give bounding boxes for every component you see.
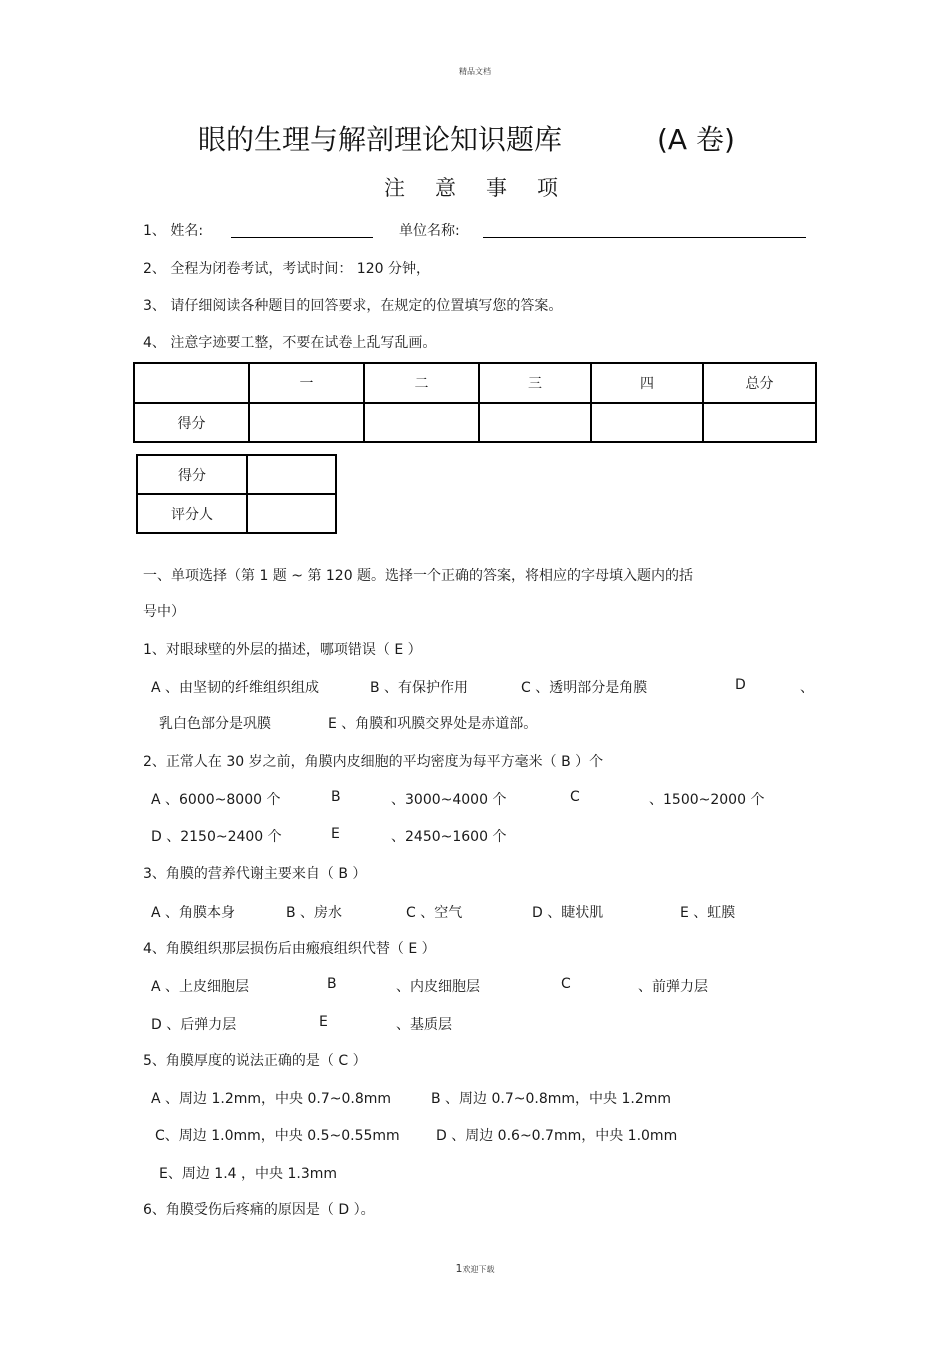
grader-name-cell[interactable] xyxy=(247,494,336,533)
unit-label: 单位名称: xyxy=(399,223,460,239)
question-2-option-b-text: 、3000~4000 个 xyxy=(391,792,507,808)
question-3-option-d: D 、睫状肌 xyxy=(532,905,604,921)
question-4-stem: 4、角膜组织那层损伤后由瘢痕组织代替（ E ） xyxy=(143,941,436,957)
footer-text: 欢迎下载 xyxy=(462,1265,495,1274)
notice-item-2: 2、 全程为闭卷考试，考试时间： 120 分钟， xyxy=(143,261,430,277)
score-header-cell: 一 xyxy=(249,363,364,403)
question-5-option-e: E、周边 1.4 ，中央 1.3mm xyxy=(159,1166,338,1182)
question-1-stem: 1、对眼球壁的外层的描述，哪项错误（ E ） xyxy=(143,642,422,658)
page-footer xyxy=(0,1262,950,1275)
score-cell[interactable] xyxy=(364,403,479,442)
score-cell[interactable] xyxy=(703,403,816,442)
question-4-option-d: D 、后弹力层 xyxy=(151,1017,237,1033)
grader-score-label: 得分 xyxy=(137,455,247,494)
notice-item-4: 4、 注意字迹要工整，不要在试卷上乱写乱画。 xyxy=(143,335,437,351)
score-cell[interactable] xyxy=(249,403,364,442)
question-3-option-e: E 、虹膜 xyxy=(680,905,736,921)
question-2-option-c-text: 、1500~2000 个 xyxy=(649,792,765,808)
score-cell[interactable] xyxy=(591,403,703,442)
question-3-stem: 3、角膜的营养代谢主要来自（ B ） xyxy=(143,866,367,882)
question-3-option-c: C 、空气 xyxy=(406,905,463,921)
question-2-stem: 2、正常人在 30 岁之前，角膜内皮细胞的平均密度为每平方毫米（ B ）个 xyxy=(143,754,604,770)
header-note: 精品文档 xyxy=(459,67,491,76)
question-1-option-d: D xyxy=(735,677,746,693)
notice-heading: 注意事项 xyxy=(384,176,588,200)
page-number: 1 xyxy=(455,1262,463,1275)
question-2-option-a: A 、6000~8000 个 xyxy=(151,792,281,808)
grader-table xyxy=(136,454,337,534)
question-5-option-c: C、周边 1.0mm，中央 0.5~0.55mm xyxy=(155,1128,400,1144)
question-4-option-a: A 、上皮细胞层 xyxy=(151,979,250,995)
notice-item-3: 3、 请仔细阅读各种题目的回答要求，在规定的位置填写您的答案。 xyxy=(143,298,563,314)
score-cell[interactable] xyxy=(479,403,591,442)
score-row-label: 得分 xyxy=(134,403,249,442)
question-6-stem: 6、角膜受伤后疼痛的原因是（ D ）。 xyxy=(143,1202,375,1218)
unit-blank[interactable] xyxy=(483,237,806,238)
question-2-option-d: D 、2150~2400 个 xyxy=(151,829,282,845)
question-4-option-b: B xyxy=(327,976,337,992)
question-1-option-a: A 、由坚韧的纤维组织组成 xyxy=(151,680,320,696)
question-2-option-b: B xyxy=(331,789,341,805)
question-2-option-c: C xyxy=(570,789,580,805)
section-intro-line1: 一、单项选择（第 1 题 ~ 第 120 题。选择一个正确的答案，将相应的字母填入题内的括 xyxy=(143,568,694,584)
question-1-option-c: C 、透明部分是角膜 xyxy=(521,680,648,696)
section-intro-line2: 号中） xyxy=(143,604,185,620)
question-5-option-d: D 、周边 0.6~0.7mm，中央 1.0mm xyxy=(436,1128,678,1144)
score-header-cell: 二 xyxy=(364,363,479,403)
question-1-option-e: E 、角膜和巩膜交界处是赤道部。 xyxy=(328,716,538,732)
question-4-option-c: C xyxy=(561,976,571,992)
grader-score-cell[interactable] xyxy=(247,455,336,494)
question-5-option-a: A 、周边 1.2mm，中央 0.7~0.8mm xyxy=(151,1091,392,1107)
question-3-option-b: B 、房水 xyxy=(286,905,343,921)
score-header-cell: 总分 xyxy=(703,363,816,403)
question-5-stem: 5、角膜厚度的说法正确的是（ C ） xyxy=(143,1053,367,1069)
question-2-option-e-text: 、2450~1600 个 xyxy=(391,829,507,845)
score-table xyxy=(133,362,817,443)
question-1-option-b: B 、有保护作用 xyxy=(370,680,469,696)
question-4-option-c-text: 、前弹力层 xyxy=(638,979,708,995)
question-2-option-e: E xyxy=(331,826,340,842)
question-3-option-a: A 、角膜本身 xyxy=(151,905,236,921)
name-blank[interactable] xyxy=(231,237,373,238)
question-4-option-e-text: 、基质层 xyxy=(396,1017,452,1033)
page-title: 眼的生理与解剖理论知识题库 xyxy=(198,123,563,156)
question-4-option-e: E xyxy=(319,1014,328,1030)
name-label: 1、 姓名: xyxy=(143,223,204,239)
score-header-cell xyxy=(134,363,249,403)
title-suffix: (A 卷) xyxy=(657,123,735,156)
score-header-cell: 三 xyxy=(479,363,591,403)
grader-name-label: 评分人 xyxy=(137,494,247,533)
score-header-cell: 四 xyxy=(591,363,703,403)
question-4-option-b-text: 、内皮细胞层 xyxy=(396,979,480,995)
question-1-option-d-sep: 、 xyxy=(800,680,814,696)
question-1-option-d-text: 乳白色部分是巩膜 xyxy=(159,716,271,732)
question-5-option-b: B 、周边 0.7~0.8mm，中央 1.2mm xyxy=(431,1091,672,1107)
